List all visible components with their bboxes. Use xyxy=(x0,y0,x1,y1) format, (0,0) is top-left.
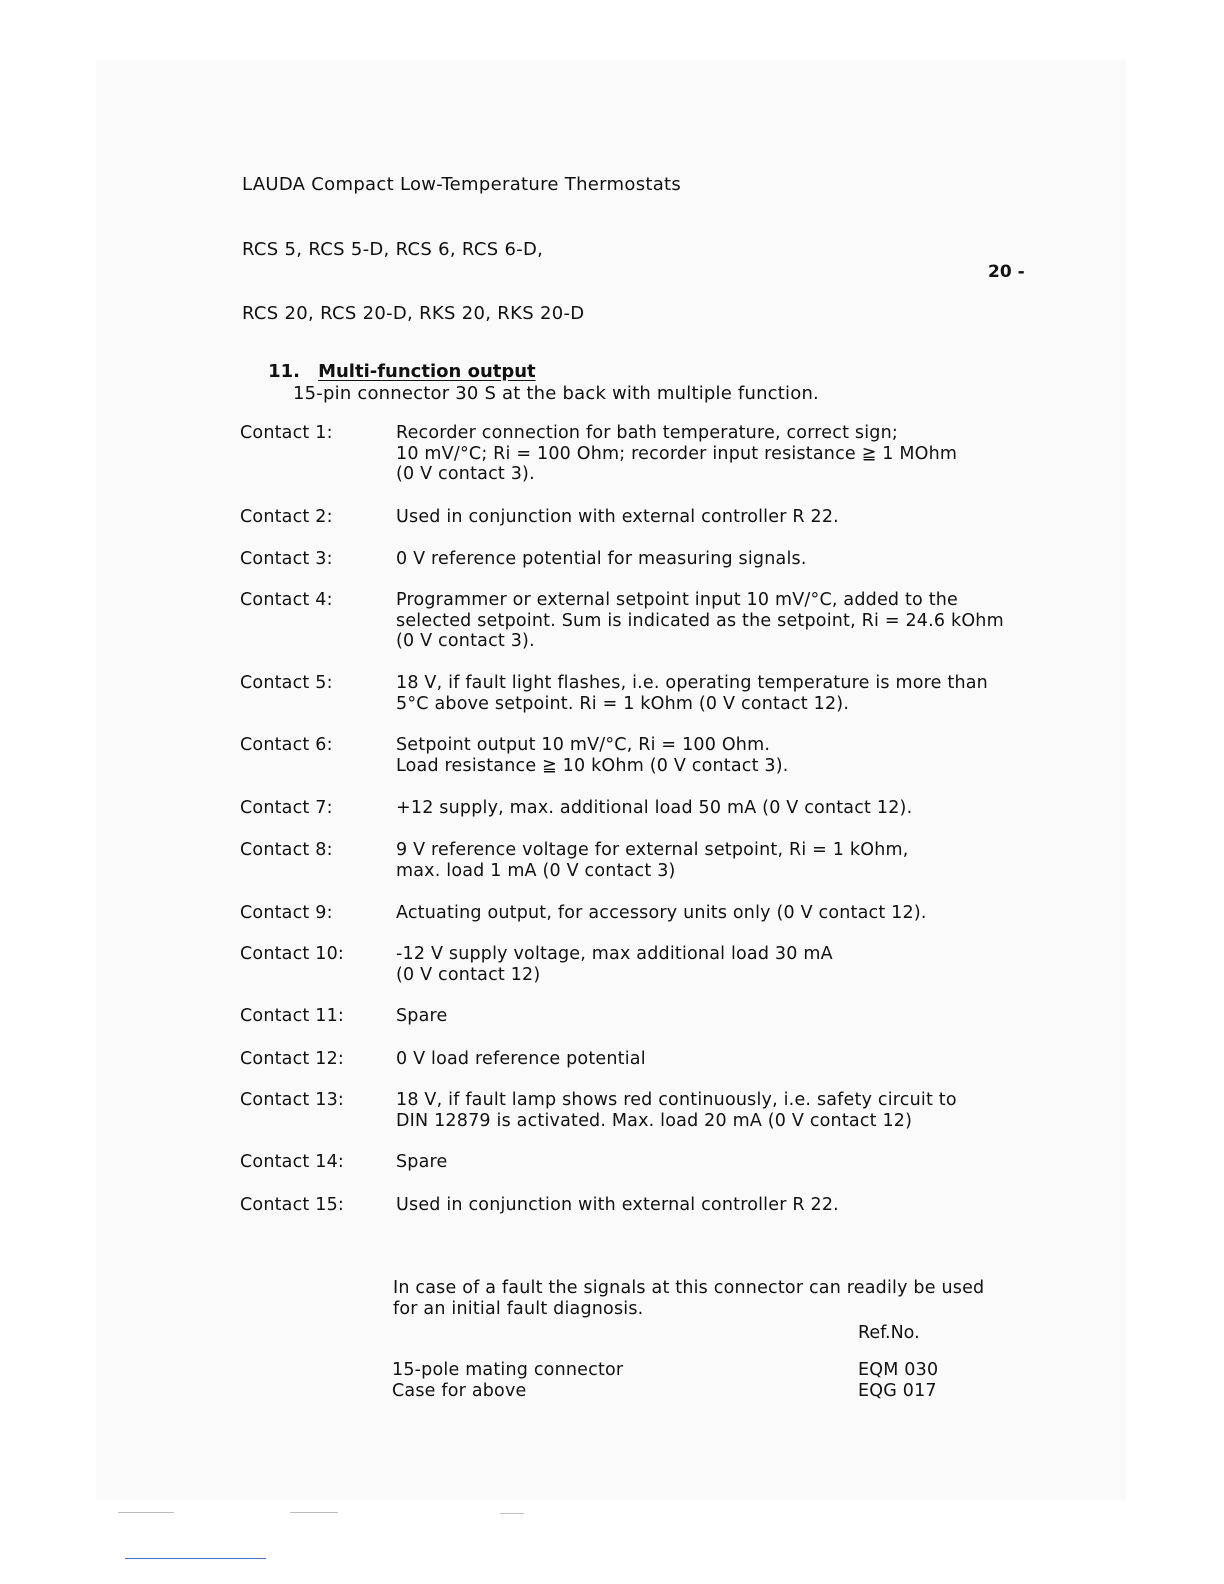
scan-artifact xyxy=(290,1512,338,1513)
contact-label: Contact 2: xyxy=(240,507,333,527)
contact-label: Contact 4: xyxy=(240,590,333,610)
section-intro: 15-pin connector 30 S at the back with multiple function. xyxy=(293,383,819,404)
description-line: Spare xyxy=(396,1006,448,1026)
description-line: Actuating output, for accessory units only (0 V contact 12). xyxy=(396,903,927,923)
link-underline xyxy=(125,1558,266,1559)
scan-artifact xyxy=(500,1513,524,1514)
scan-artifact xyxy=(118,1512,174,1513)
part-row xyxy=(392,1381,1012,1402)
section-title: Multi-function output xyxy=(318,361,536,382)
fault-diagnosis-note xyxy=(393,1278,984,1319)
contact-label: Contact 7: xyxy=(240,798,333,818)
description-line: selected setpoint. Sum is indicated as the setpoint, Ri = 24.6 kOhm xyxy=(396,610,1004,631)
contact-description xyxy=(396,1195,1056,1216)
header-line: RCS 5, RCS 5-D, RCS 6, RCS 6-D, xyxy=(242,238,544,260)
description-line: (0 V contact 3). xyxy=(396,631,535,651)
contact-label: Contact 10: xyxy=(240,944,345,964)
description-line: 18 V, if fault lamp shows red continuously, i.e. safety circuit to xyxy=(396,1090,957,1110)
contact-description xyxy=(396,673,1056,714)
description-line: Recorder connection for bath temperature, correct sign; xyxy=(396,423,898,443)
note-line: for an initial fault diagnosis. xyxy=(393,1298,644,1319)
description-line: Used in conjunction with external controller R 22. xyxy=(396,507,839,527)
description-line: Used in conjunction with external controller R 22. xyxy=(396,1195,839,1215)
contact-description xyxy=(396,944,1056,985)
contact-label: Contact 9: xyxy=(240,903,333,923)
contact-label: Contact 15: xyxy=(240,1195,345,1215)
ref-no-heading: Ref.No. xyxy=(858,1323,920,1343)
contact-label: Contact 1: xyxy=(240,423,333,443)
description-line: (0 V contact 12) xyxy=(396,964,541,985)
contact-description xyxy=(396,903,1056,924)
description-line: Load resistance ≧ 10 kOhm (0 V contact 3). xyxy=(396,755,789,776)
contact-label: Contact 13: xyxy=(240,1090,345,1110)
contact-label: Contact 5: xyxy=(240,673,333,693)
contact-label: Contact 12: xyxy=(240,1049,345,1069)
page-number: 20 - xyxy=(988,262,1025,282)
contact-label: Contact 14: xyxy=(240,1152,345,1172)
contact-label: Contact 11: xyxy=(240,1006,345,1026)
description-line: max. load 1 mA (0 V contact 3) xyxy=(396,860,676,881)
description-line: Programmer or external setpoint input 10 mV/°C, added to the xyxy=(396,590,959,610)
note-line: In case of a fault the signals at this connector can readily be used xyxy=(393,1278,985,1298)
description-line: 5°C above setpoint. Ri = 1 kOhm (0 V contact 12). xyxy=(396,693,850,714)
description-line: -12 V supply voltage, max additional load 30 mA xyxy=(396,944,833,964)
part-row xyxy=(392,1360,1012,1381)
contact-description xyxy=(396,1152,1056,1173)
part-ref-number: EQM 030 xyxy=(858,1360,939,1380)
parts-table xyxy=(392,1360,1012,1401)
description-line: DIN 12879 is activated. Max. load 20 mA (0 V contact 12) xyxy=(396,1110,913,1131)
contact-description xyxy=(396,798,1056,819)
contact-description xyxy=(396,423,1056,485)
contact-description xyxy=(396,1006,1056,1027)
section-number: 11. xyxy=(268,361,300,382)
contact-description xyxy=(396,1090,1056,1131)
part-name: Case for above xyxy=(392,1380,527,1401)
description-line: 18 V, if fault light flashes, i.e. operating temperature is more than xyxy=(396,673,988,693)
description-line: Setpoint output 10 mV/°C, Ri = 100 Ohm. xyxy=(396,735,771,755)
contact-description xyxy=(396,735,1056,776)
contact-label: Contact 8: xyxy=(240,840,333,860)
contact-description xyxy=(396,549,1056,570)
document-header xyxy=(242,131,681,368)
header-line: RCS 20, RCS 20-D, RKS 20, RKS 20-D xyxy=(242,303,585,324)
contact-label: Contact 3: xyxy=(240,549,333,569)
description-line: 0 V load reference potential xyxy=(396,1049,646,1069)
part-ref-number: EQG 017 xyxy=(858,1380,937,1401)
description-line: 9 V reference voltage for external setpoint, Ri = 1 kOhm, xyxy=(396,840,909,860)
contact-description xyxy=(396,1049,1056,1070)
description-line: (0 V contact 3). xyxy=(396,464,535,484)
contact-description xyxy=(396,507,1056,528)
part-name: 15-pole mating connector xyxy=(392,1360,624,1380)
contact-description xyxy=(396,840,1056,881)
contact-label: Contact 6: xyxy=(240,735,333,755)
header-line: LAUDA Compact Low-Temperature Thermostats xyxy=(242,174,682,195)
description-line: 10 mV/°C; Ri = 100 Ohm; recorder input resistance ≧ 1 MOhm xyxy=(396,443,958,464)
contact-description xyxy=(396,590,1056,652)
description-line: 0 V reference potential for measuring signals. xyxy=(396,549,807,569)
description-line: Spare xyxy=(396,1152,448,1172)
description-line: +12 supply, max. additional load 50 mA (0 V contact 12). xyxy=(396,798,913,818)
